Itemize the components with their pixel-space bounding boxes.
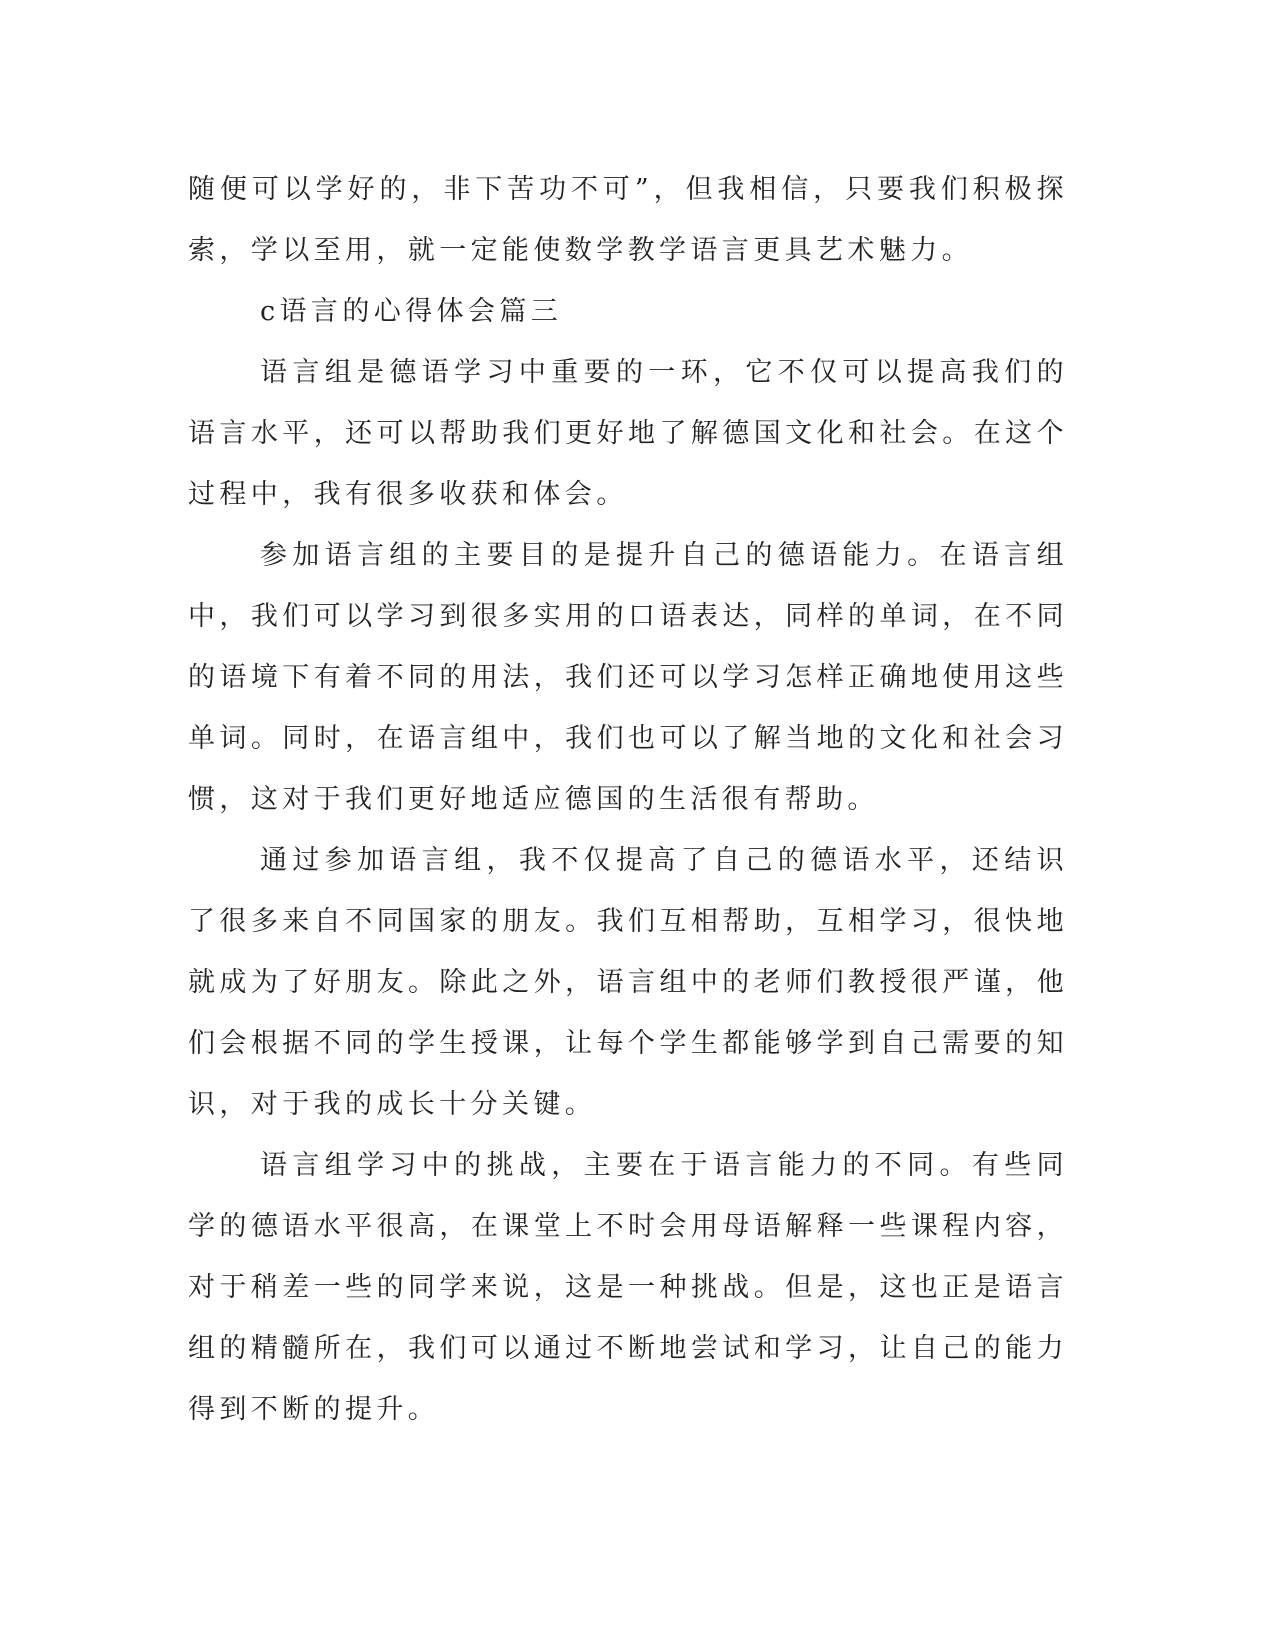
paragraph-continuation: 随便可以学好的，非下苦功不可”，但我相信，只要我们积极探索，学以至用，就一定能使数学教学语言更具艺术魅力。 [188,174,1068,266]
paragraph-friends: 通过参加语言组，我不仅提高了自己的德语水平，还结识了很多来自不同国家的朋友。我们互相帮助，互相学习，很快地就成为了好朋友。除此之外，语言组中的老师们教授很严谨，他们会根据不同的学生授课，让每个学生都能够学到自己需要的知识，对于我的成长十分关键。 [188,845,1068,1120]
paragraph-challenge: 语言组学习中的挑战，主要在于语言能力的不同。有些同学的德语水平很高，在课堂上不时会用母语解释一些课程内容，对于稍差一些的同学来说，这是一种挑战。但是，这也正是语言组的精髓所在，我们可以通过不断地尝试和学习，让自己的能力得到不断的提升。 [188,1150,1068,1425]
paragraph-purpose: 参加语言组的主要目的是提升自己的德语能力。在语言组中，我们可以学习到很多实用的口语表达，同样的单词，在不同的语境下有着不同的用法，我们还可以学习怎样正确地使用这些单词。同时，在语言组中，我们也可以了解当地的文化和社会习惯，这对于我们更好地适应德国的生活很有帮助。 [188,540,1068,815]
paragraph-intro: 语言组是德语学习中重要的一环，它不仅可以提高我们的语言水平，还可以帮助我们更好地了解德国文化和社会。在这个过程中，我有很多收获和体会。 [188,357,1068,510]
document-body [188,159,1068,1440]
section-heading: c语言的心得体会篇三 [260,296,563,327]
